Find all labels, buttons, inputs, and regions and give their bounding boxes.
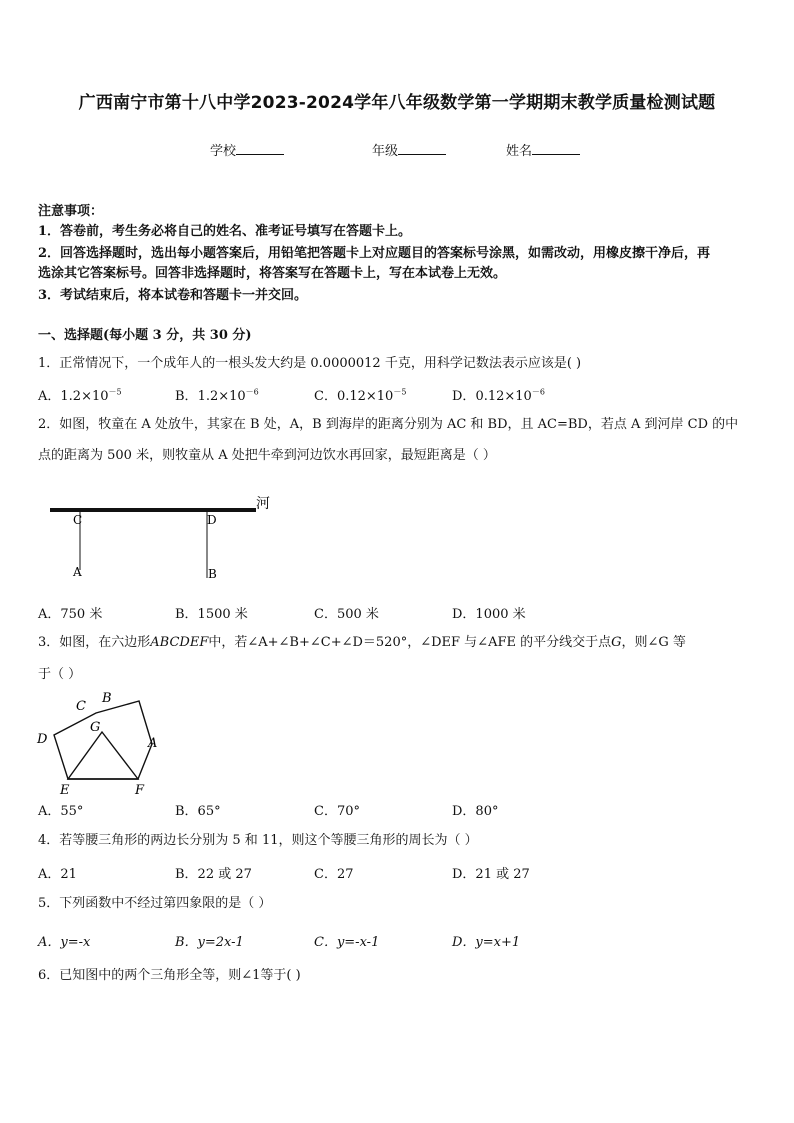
q3-option-c: C．70° — [314, 804, 360, 819]
name-label: 姓名 — [506, 144, 533, 159]
q4-option-a: A．21 — [38, 867, 77, 882]
q3-option-d: D．80° — [452, 804, 499, 819]
question-3-line-1: 3．如图，在六边形ABCDEF中，若∠A+∠B+∠C+∠D＝520°，∠DEF 与∠AFE 的平分线交于点G，则∠G 等 — [38, 635, 686, 650]
q2-option-d: D．1000 米 — [452, 607, 526, 622]
q5-option-b: B．y=2x-1 — [175, 935, 244, 950]
river-figure — [40, 490, 280, 585]
vertex-f-label: F — [135, 783, 145, 798]
river-label: 河 — [256, 496, 270, 512]
q2-option-a: A．750 米 — [38, 607, 103, 622]
point-b-label: B — [208, 567, 217, 581]
question-3-line-2: 于（ ） — [38, 667, 82, 682]
question-2-line-1: 2．如图，牧童在 A 处放牛，其家在 B 处，A，B 到海岸的距离分别为 AC 和 BD，且 AC=BD，若点 A 到河岸 CD 的中 — [38, 417, 739, 432]
point-a-label: A — [73, 565, 82, 579]
q1-option-b: B．$1.2\times 10^{-6}$ — [175, 387, 259, 404]
grade-blank — [398, 142, 446, 155]
notice-heading: 注意事项： — [38, 204, 104, 219]
name-blank — [532, 142, 580, 155]
q4-option-d: D．21 或 27 — [452, 867, 530, 882]
point-d-label: D — [207, 513, 217, 527]
hexagon-figure — [34, 688, 174, 800]
notice-item-2: 2．回答选择题时，选出每小题答案后，用铅笔把答题卡上对应题目的答案标号涂黑，如需改动，用橡皮擦干净后，再 — [38, 246, 711, 261]
grade-field — [372, 140, 446, 159]
q4-option-c: C．27 — [314, 867, 354, 882]
question-4: 4．若等腰三角形的两边长分别为 5 和 11，则这个等腰三角形的周长为（ ） — [38, 833, 478, 848]
question-6: 6．已知图中的两个三角形全等，则∠1等于( ) — [38, 968, 301, 983]
question-5: 5．下列函数中不经过第四象限的是（ ） — [38, 896, 272, 911]
question-1: 1．正常情况下，一个成年人的一根头发大约是 0.0000012 千克，用科学记数法表示应该是( ) — [38, 356, 582, 371]
q3-option-a: A．55° — [38, 804, 84, 819]
point-c-label: C — [73, 513, 83, 527]
notice-item-2-cont: 选涂其它答案标号。回答非选择题时，将答案写在答题卡上，写在本试卷上无效。 — [38, 266, 507, 281]
vertex-b-label: B — [102, 691, 112, 706]
question-2-line-2: 点的距离为 500 米，则牧童从 A 处把牛牵到河边饮水再回家，最短距离是（ ） — [38, 448, 496, 463]
q5-option-c: C．y=-x-1 — [314, 935, 380, 950]
q4-option-b: B．22 或 27 — [175, 867, 252, 882]
grade-label: 年级 — [372, 144, 399, 159]
vertex-c-label: C — [76, 699, 86, 714]
q5-option-d: D．y=x+1 — [452, 935, 521, 950]
school-field — [210, 140, 284, 159]
school-blank — [236, 142, 284, 155]
q5-option-a: A．y=-x — [38, 935, 91, 950]
vertex-e-label: E — [60, 783, 70, 798]
school-label: 学校 — [210, 144, 237, 159]
section-heading: 一、选择题(每小题 3 分，共 30 分) — [38, 328, 252, 343]
notice-item-3: 3．考试结束后，将本试卷和答题卡一并交回。 — [38, 288, 308, 303]
vertex-d-label: D — [37, 732, 48, 747]
vertex-g-label: G — [90, 720, 101, 735]
q3-option-b: B．65° — [175, 804, 221, 819]
q1-option-d: D．$0.12\times 10^{-6}$ — [452, 387, 545, 404]
q2-option-b: B．1500 米 — [175, 607, 248, 622]
hexagon-abcdef — [54, 701, 152, 779]
name-field — [506, 140, 580, 159]
vertex-a-label: A — [148, 736, 158, 751]
exam-title: 广西南宁市第十八中学2023-2024学年八年级数学第一学期期末教学质量检测试题 — [78, 93, 716, 113]
q2-option-c: C．500 米 — [314, 607, 379, 622]
notice-item-1: 1．答卷前，考生务必将自己的姓名、准考证号填写在答题卡上。 — [38, 224, 412, 239]
q1-option-c: C．$0.12\times 10^{-5}$ — [314, 387, 407, 404]
triangle-gef — [68, 732, 138, 779]
q1-option-a: A．$1.2\times 10^{-5}$ — [38, 387, 122, 404]
